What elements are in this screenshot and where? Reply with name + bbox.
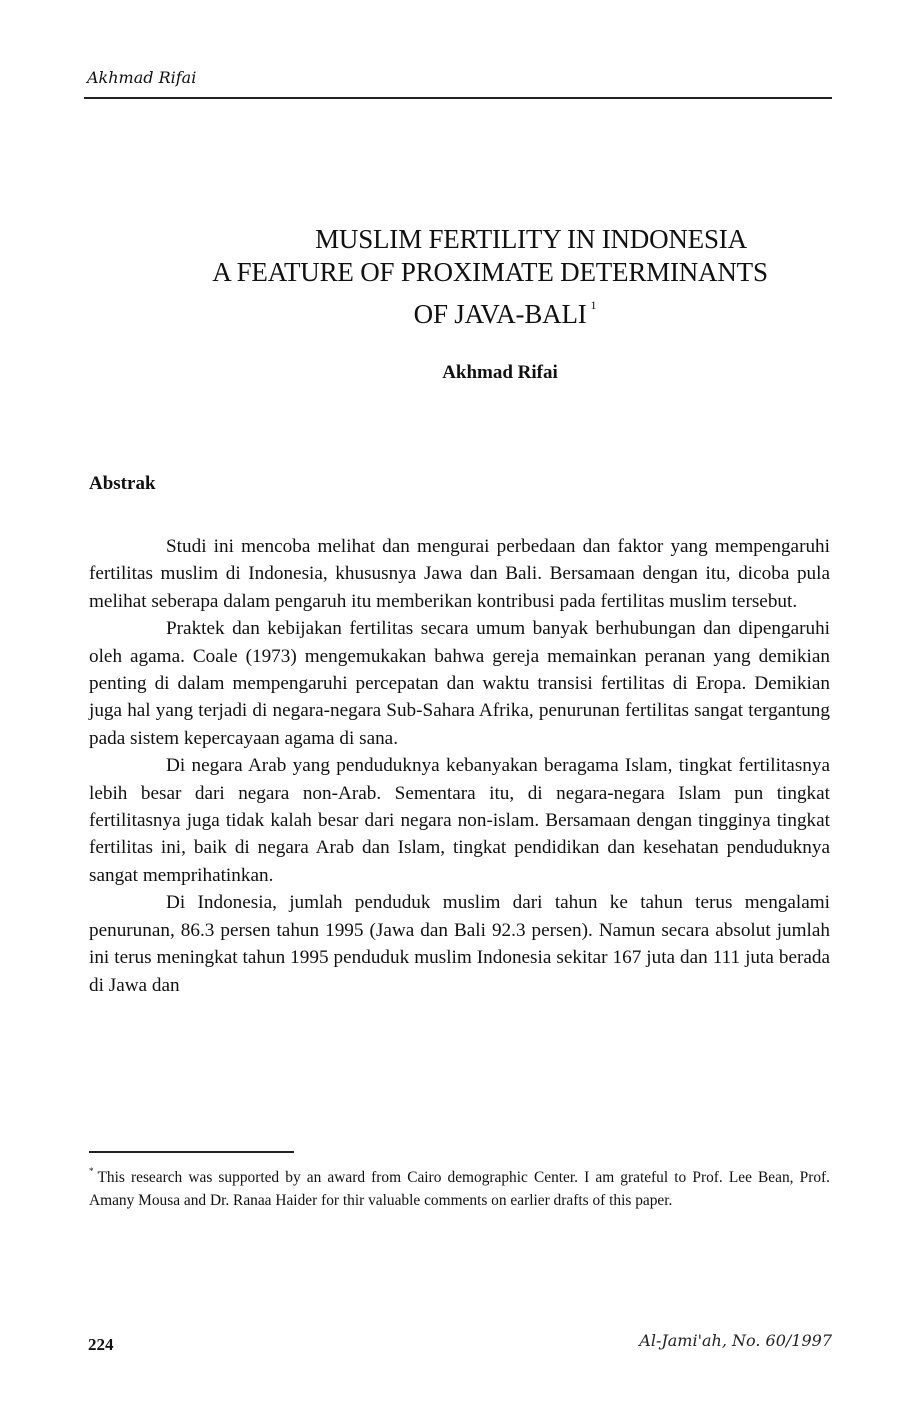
footnote: [89, 1160, 830, 1212]
footnote-marker: *: [89, 1166, 94, 1176]
running-head-author: Akhmad Rifai: [87, 68, 197, 87]
header-rule: [84, 97, 832, 99]
paragraph: Di negara Arab yang penduduknya kebanyakan beragama Islam, tingkat fertilitasnya lebih besar dari negara non-Arab. Sementara itu, di negara-negara Islam pun tingkat fertilitasnya juga tidak kalah besar dari negara non-islam. Bersamaan dengan tingginya tingkat fertilitas ini, baik di negara Arab dan Islam, tingkat pendidikan dan kesehatan penduduknya sangat memprihatinkan.: [89, 755, 830, 886]
paragraph: Studi ini mencoba melihat dan mengurai perbedaan dan faktor yang mempengaruhi fertilitas muslim di Indonesia, khususnya Jawa dan Bali. Bersamaan dengan itu, dicoba pula melihat seberapa dalam pengaruh itu memberikan kontribusi pada fertilitas muslim tersebut.: [89, 536, 830, 612]
abstract-body: [89, 533, 830, 999]
footnote-text: This research was supported by an award from Cairo demographic Center. I am grateful to Prof. Lee Bean, Prof. Amany Mousa and Dr. Ranaa Haider for thir valuable comments on earlier drafts of this paper.: [89, 1169, 830, 1209]
title-line-text: OF JAVA-BALI: [413, 299, 587, 329]
paragraph: Di Indonesia, jumlah penduduk muslim dari tahun ke tahun terus mengalami penurunan, 86.3 persen tahun 1995 (Jawa dan Bali 92.3 persen). Namun secara absolut jumlah ini terus meningkat tahun 1995 penduduk muslim Indonesia sekitar 167 juta dan 111 juta berada di Jawa dan: [89, 892, 830, 996]
paragraph: Praktek dan kebijakan fertilitas secara umum banyak berhubungan dan dipengaruhi oleh agama. Coale (1973) mengemukakan bahwa gereja memainkan peranan yang demikian penting di dalam mempengaruhi percepatan dan waktu transisi fertilitas di Eropa. Demikian juga hal yang terjadi di negara-negara Sub-Sahara Afrika, penurunan fertilitas sangat tergantung pada sistem kepercayaan agama di sana.: [89, 618, 830, 749]
article-author: Akhmad Rifai: [442, 362, 558, 383]
page-number: 224: [88, 1335, 114, 1354]
footnote-rule: [89, 1151, 294, 1153]
journal-reference: Al-Jami'ah, No. 60/1997: [639, 1331, 832, 1350]
title-line: [90, 289, 890, 331]
title-line: MUSLIM FERTILITY IN INDONESIA: [315, 224, 747, 254]
abstract-heading: Abstrak: [89, 473, 156, 494]
title-line: A FEATURE OF PROXIMATE DETERMINANTS: [212, 257, 768, 287]
title-footnote-marker: 1: [590, 298, 597, 312]
article-title: [90, 223, 890, 331]
